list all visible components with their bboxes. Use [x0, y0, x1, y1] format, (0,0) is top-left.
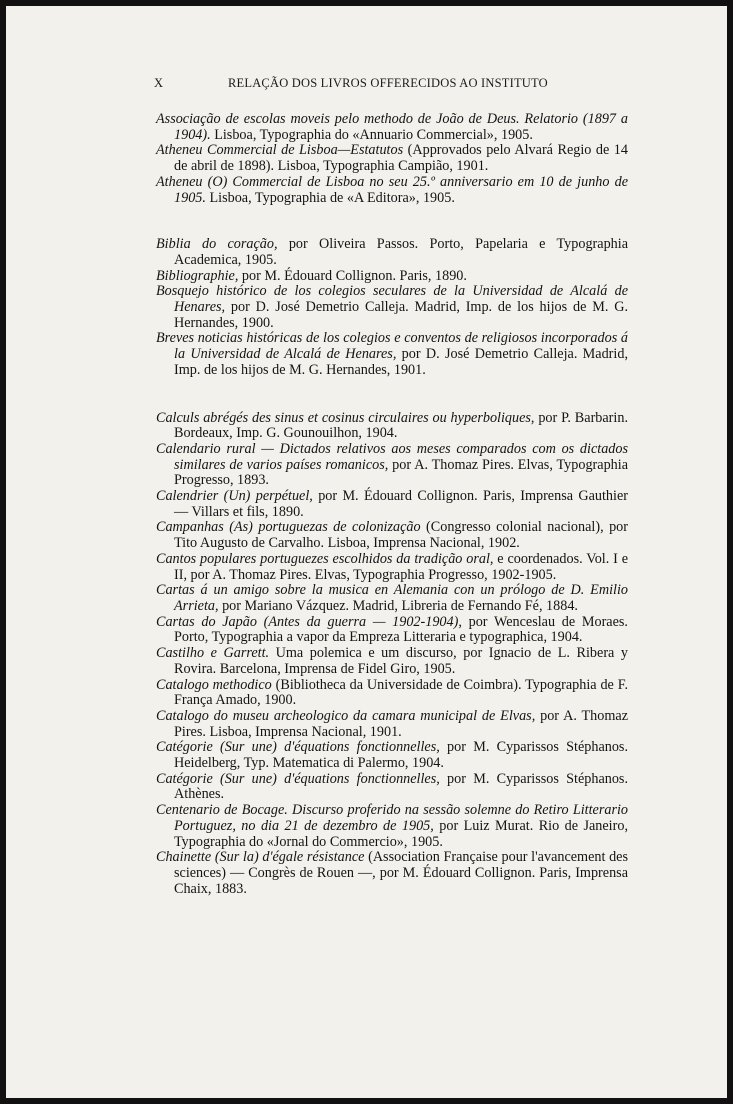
entry-details: por D. José Demetrio Calleja. Madrid, Imp. de los hijos de M. G. Hernandes, 1900. — [174, 299, 628, 331]
entry-details: por A. Thomaz Pires. Lisboa, Imprensa Nacional, 1901. — [174, 707, 628, 740]
entry-title: Castilho e Garrett. — [156, 645, 270, 662]
entry-details: por Wenceslau de Moraes. Porto, Typographia a vapor da Empreza Litteraria e typographica, 1904. — [174, 613, 628, 646]
entry-details: por D. José Demetrio Calleja. Madrid, Imp. de los hijos de M. G. Hernandes, 1901. — [174, 346, 628, 378]
entry-details: Uma polemica e um discurso, por Ignacio de L. Ribera y Rovira. Barcelona, Imprensa de Fidel Giro, 1905. — [174, 645, 628, 677]
book-page — [6, 6, 727, 1098]
entry-details: por M. Édouard Collignon. Paris, 1890. — [238, 267, 467, 284]
bibliography-entry — [156, 269, 628, 285]
bibliography-entry — [156, 237, 628, 268]
entry-details: por Mariano Vázquez. Madrid, Libreria de Fernando Fé, 1884. — [218, 597, 578, 614]
entry-title: Atheneu (O) Commercial de Lisboa no seu 25.º anniversario em 10 de junho de 1905. — [156, 173, 628, 206]
bibliography-list — [156, 112, 628, 897]
bibliography-entry — [156, 175, 628, 206]
bibliography-entry — [156, 284, 628, 331]
bibliography-entry — [156, 615, 628, 646]
entry-details: Lisboa, Typographia do «Annuario Commercial», 1905. — [210, 126, 533, 143]
entry-details: por Luiz Murat. Rio de Janeiro, Typographia do «Jornal do Commercio», 1905. — [174, 817, 628, 850]
entry-details: por A. Thomaz Pires. Elvas, Typographia Progresso, 1893. — [174, 456, 628, 489]
entry-title: Catégorie (Sur une) d'équations fonctionnelles, — [156, 770, 440, 787]
entry-title: Cantos populares portuguezes escolhidos da tradição oral, — [156, 550, 494, 567]
bibliography-entry — [156, 489, 628, 520]
bibliography-entry — [156, 772, 628, 803]
bibliography-entry — [156, 803, 628, 850]
bibliography-entry — [156, 411, 628, 442]
bibliography-entry — [156, 678, 628, 709]
entry-title: Calendario rural — Dictados relativos aos meses comparados com os dictados similares de varios países romanicos, — [156, 440, 628, 473]
bibliography-entry — [156, 331, 628, 378]
entry-title: Bosquejo histórico de los colegios seculares de la Universidad de Alcalá de Henares, — [156, 283, 628, 316]
entry-details: Lisboa, Typographia de «A Editora», 1905. — [205, 189, 455, 206]
bibliography-entry — [156, 112, 628, 143]
entry-title: Bibliographie, — [156, 267, 239, 284]
bibliography-entry — [156, 442, 628, 489]
entry-details: (Approvados pelo Alvará Regio de 14 de abril de 1898). Lisboa, Typographia Campião, 1901. — [174, 142, 628, 175]
entry-details: por M. Cyparissos Stéphanos. Heidelberg, Typ. Matematica di Palermo, 1904. — [174, 739, 629, 772]
bibliography-entry — [156, 646, 628, 677]
entry-details: por Oliveira Passos. Porto, Papelaria e Typographia Academica, 1905. — [174, 236, 629, 268]
entry-title: Associação de escolas moveis pelo methodo de João de Deus. Relatorio (1897 a 1904). — [156, 111, 628, 143]
bibliography-entry — [156, 740, 628, 771]
entry-title: Campanhas (As) portuguezas de colonização — [156, 519, 421, 536]
entry-title: Biblia do coração, — [156, 236, 278, 253]
entry-details: (Congresso colonial nacional), por Tito Augusto de Carvalho. Lisboa, Imprensa Nacional, 1902. — [174, 519, 628, 552]
page-number: X — [154, 76, 164, 90]
entry-title: Atheneu Commercial de Lisboa—Estatutos — [156, 142, 404, 159]
entry-title: Calculs abrégés des sinus et cosinus circulaires ou hyperboliques, — [156, 409, 535, 426]
entry-details: por M. Cyparissos Stéphanos. Athènes. — [174, 770, 629, 803]
bibliography-entry — [156, 583, 628, 614]
entry-details: (Bibliotheca da Universidade de Coimbra). Typographia de F. França Amado, 1900. — [174, 676, 629, 709]
bibliography-entry — [156, 520, 628, 551]
section-gap — [156, 379, 628, 411]
bibliography-entry — [156, 143, 628, 174]
entry-title: Catégorie (Sur une) d'équations fonctionnelles, — [156, 739, 440, 756]
entry-details: por P. Barbarin. Bordeaux, Imp. G. Gounouilhon, 1904. — [174, 409, 628, 442]
entry-title: Chainette (Sur la) d'égale résistance — [156, 849, 365, 866]
entry-title: Breves noticias históricas de los colegios e conventos de religiosos incorporados á la Universidad de Alcalá de Henares, — [156, 330, 628, 363]
entry-title: Catalogo do museu archeologico da camara municipal de Elvas, — [156, 707, 536, 724]
entry-title: Calendrier (Un) perpétuel, — [156, 488, 313, 505]
bibliography-entry — [156, 709, 628, 740]
bibliography-entry — [156, 850, 628, 897]
running-title: RELAÇÃO DOS LIVROS OFFERECIDOS AO INSTITUTO — [228, 76, 548, 90]
entry-title: Cartas do Japão (Antes da guerra — 1902-1904), — [156, 613, 462, 630]
entry-details: por M. Édouard Collignon. Paris, Imprensa Gauthier — Villars et fils, 1890. — [174, 488, 628, 520]
section-gap — [156, 206, 628, 237]
entry-title: Centenario de Bocage. Discurso proferido na sessão solemne do Retiro Litterario Portuguez, no dia 21 de dezembro de 1905, — [156, 802, 628, 834]
bibliography-entry — [156, 552, 628, 583]
entry-details: (Association Française pour l'avancement des sciences) — Congrès de Rouen —, por M. Édouard Collignon. Paris, Imprensa Chaix, 1883. — [174, 849, 629, 897]
entry-details: e coordenados. Vol. I e II, por A. Thomaz Pires. Elvas, Typographia Progresso, 1902-1905. — [174, 550, 628, 583]
entry-title: Catalogo methodico — [156, 676, 272, 693]
entry-title: Cartas á un amigo sobre la musica en Alemania con un prólogo de D. Emilio Arrieta, — [156, 582, 628, 614]
